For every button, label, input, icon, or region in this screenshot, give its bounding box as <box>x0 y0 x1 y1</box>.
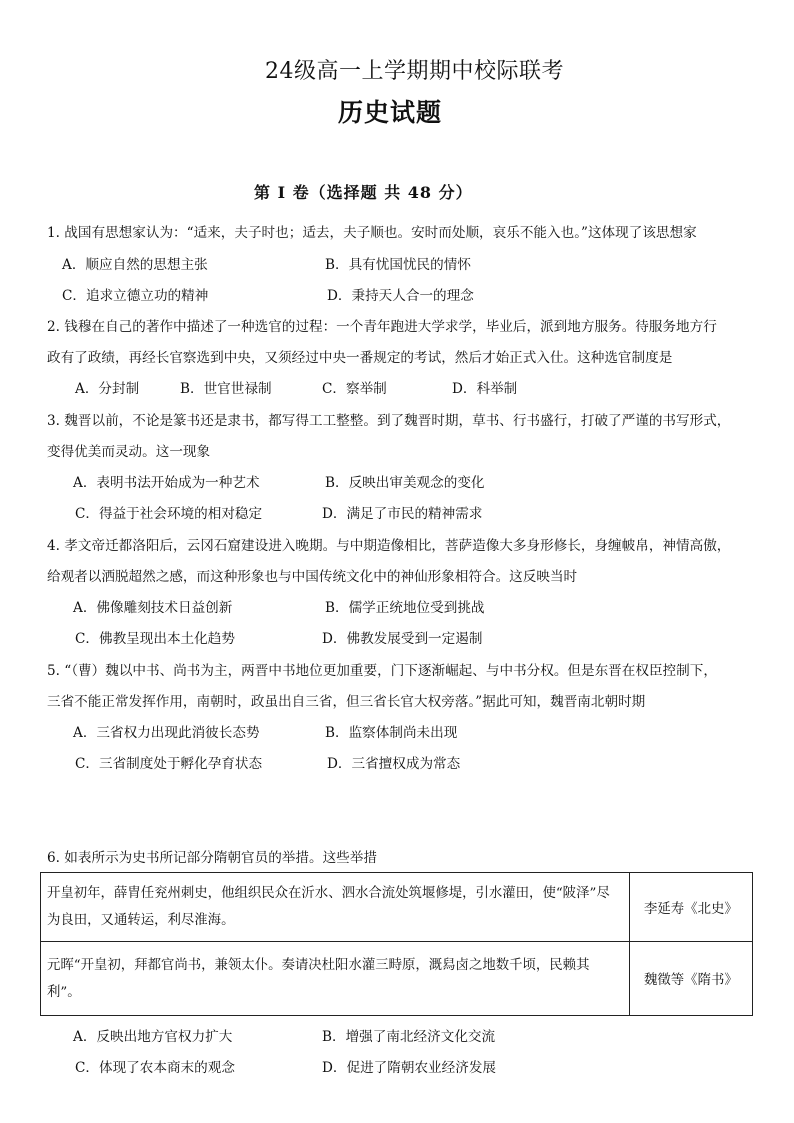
exam-title: 24级高一上学期期中校际联考 <box>265 59 564 84</box>
question-1-option-d: D．秉持天人合一的理念 <box>327 288 474 304</box>
question-5-option-c: C．三省制度处于孵化孕育状态 <box>75 756 263 772</box>
question-5-stem-line1: 5. “（曹）魏以中书、尚书为主，两晋中书地位更加重要，门下逐渐崛起、与中书分权。但是东晋在权臣控制下， <box>47 663 717 679</box>
question-2-stem-line2: 政有了政绩，再经长官察选到中央，又须经过中央一番规定的考试，然后才始正式入仕。这种选官制度是 <box>47 350 673 366</box>
table-cell-record: 开皇初年，薛胄任兖州刺史，他组织民众在沂水、泗水合流处筑堰修堤，引水灌田，使“陂泽”尽为良田，又通转运，利尽淮海。 <box>41 873 630 942</box>
section-heading: 第 I 卷（选择题 共 48 分） <box>254 183 473 202</box>
question-6-option-d: D．促进了隋朝农业经济发展 <box>322 1060 497 1076</box>
exam-subject: 历史试题 <box>338 98 443 127</box>
question-5-stem-line2: 三省不能正常发挥作用，南朝时，政虽出自三省，但三省长官大权旁落。”据此可知，魏晋南北朝时期 <box>47 694 646 710</box>
question-1-option-a: A．顺应自然的思想主张 <box>62 257 208 273</box>
question-3-option-a: A．表明书法开始成为一种艺术 <box>73 475 260 491</box>
question-4-stem-line2: 给观者以洒脱超然之感，而这种形象也与中国传统文化中的神仙形象相符合。这反映当时 <box>47 569 578 585</box>
question-4-stem-line1: 4. 孝文帝迁都洛阳后，云冈石窟建设进入晚期。与中期造像相比，菩萨造像大多身形修长，身缠帔帛，神情高傲， <box>47 538 731 554</box>
question-2-option-a: A．分封制 <box>75 381 140 397</box>
question-5-option-a: A．三省权力出现此消彼长态势 <box>73 725 260 741</box>
question-5-option-b: B．监察体制尚未出现 <box>325 725 458 741</box>
question-2-option-c: C．察举制 <box>322 381 387 397</box>
question-3-stem-line1: 3. 魏晋以前，不论是篆书还是隶书，都写得工工整整。到了魏晋时期，草书、行书盛行，打破了严谨的书写形式， <box>47 413 731 429</box>
table-cell-source: 魏徵等《隋书》 <box>629 942 752 1016</box>
question-3-stem-line2: 变得优美而灵动。这一现象 <box>47 444 211 460</box>
question-4-option-a: A．佛像雕刻技术日益创新 <box>73 600 233 616</box>
question-3-option-c: C．得益于社会环境的相对稳定 <box>75 506 263 522</box>
question-6-option-c: C．体现了农本商末的观念 <box>75 1060 235 1076</box>
question-2-option-d: D．科举制 <box>452 381 518 397</box>
question-4-option-b: B．儒学正统地位受到挑战 <box>325 600 485 616</box>
question-1-option-c: C．追求立德立功的精神 <box>62 288 209 304</box>
question-4-option-c: C．佛教呈现出本土化趋势 <box>75 631 235 647</box>
question-1-stem: 1. 战国有思想家认为：“适来，夫子时也；适去，夫子顺也。安时而处顺，哀乐不能入也。”这体现了该思想家 <box>47 225 697 241</box>
question-5-option-d: D．三省擅权成为常态 <box>327 756 461 772</box>
table-row <box>41 942 753 1016</box>
question-4-option-d: D．佛教发展受到一定遏制 <box>322 631 483 647</box>
question-1-option-b: B．具有忧国忧民的情怀 <box>325 257 471 273</box>
question-6-stem: 6. 如表所示为史书所记部分隋朝官员的举措。这些举措 <box>47 850 377 866</box>
question-6-option-a: A．反映出地方官权力扩大 <box>73 1029 233 1045</box>
table-cell-record: 元晖“开皇初，拜都官尚书，兼领太仆。奏请决杜阳水灌三畤原，溉舄卤之地数千顷，民赖其利”。 <box>41 942 630 1016</box>
table-row <box>41 873 753 942</box>
question-6-option-b: B．增强了南北经济文化交流 <box>322 1029 496 1045</box>
table-cell-source: 李延寿《北史》 <box>629 873 752 942</box>
question-3-option-b: B．反映出审美观念的变化 <box>325 475 485 491</box>
question-2-stem-line1: 2. 钱穆在自己的著作中描述了一种选官的过程：一个青年跑进大学求学，毕业后，派到地方服务。待服务地方行 <box>47 319 717 335</box>
question-3-option-d: D．满足了市民的精神需求 <box>322 506 483 522</box>
question-6-table <box>40 872 753 1016</box>
question-2-option-b: B．世官世禄制 <box>180 381 272 397</box>
